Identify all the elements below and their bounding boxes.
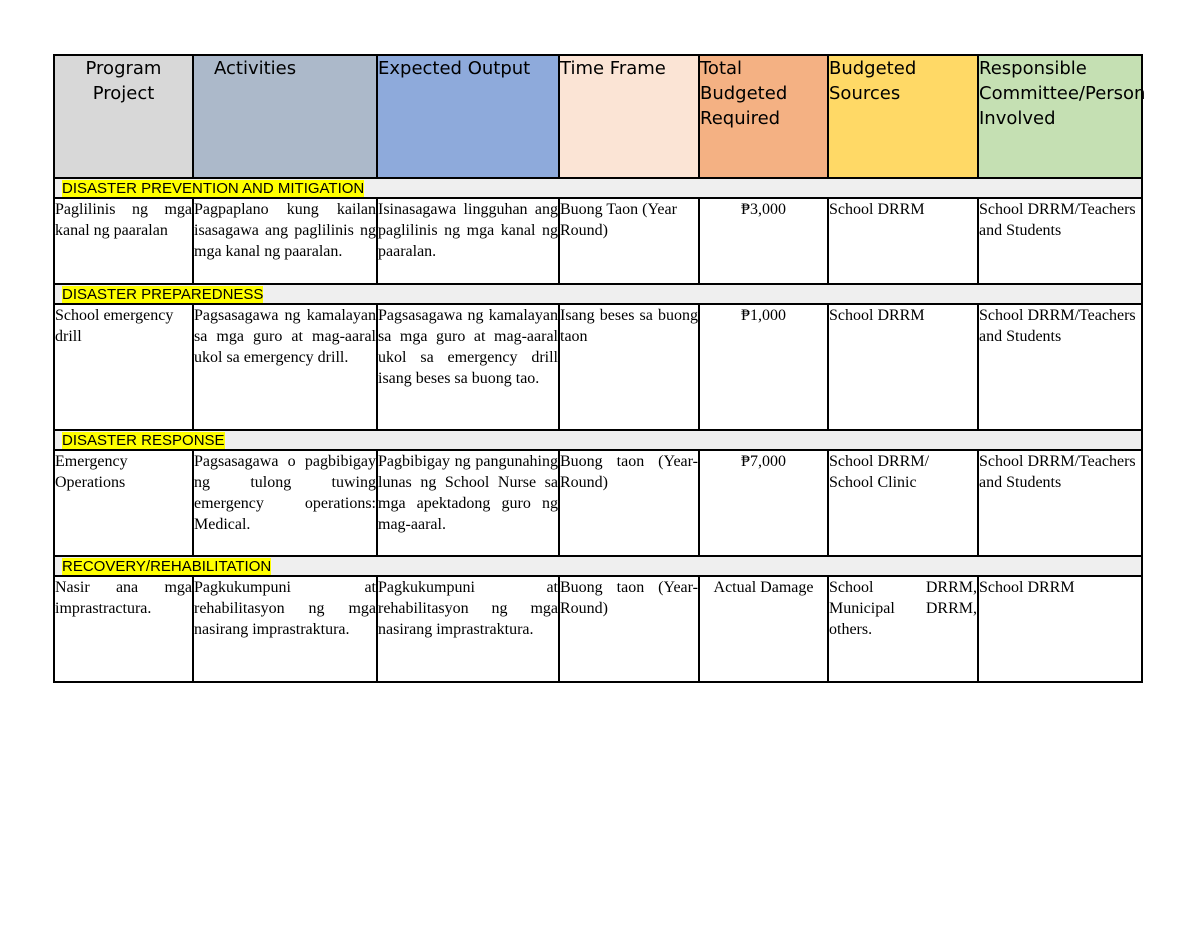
section-header	[54, 556, 1142, 576]
cell-budget: Actual Damage	[699, 576, 828, 682]
header-program-project: Program Project	[54, 55, 193, 178]
cell-activities: Pagsasagawa o pagbibigay ng tulong tuwing emergency operations: Medical.	[193, 450, 377, 556]
cell-timeframe: Isang beses sa buong taon	[559, 304, 699, 430]
cell-budget: ₱1,000	[699, 304, 828, 430]
cell-activities: Pagpaplano kung kailan isasagawa ang paglilinis ng mga kanal ng paaralan.	[193, 198, 377, 284]
cell-budget: ₱7,000	[699, 450, 828, 556]
table-row	[54, 304, 1142, 430]
cell-program: School emergency drill	[54, 304, 193, 430]
cell-timeframe: Buong Taon (Year Round)	[559, 198, 699, 284]
cell-activities: Pagsasagawa ng kamalayan sa mga guro at mag-aaral ukol sa emergency drill.	[193, 304, 377, 430]
header-responsible: Responsible Committee/Person Involved	[978, 55, 1142, 178]
cell-timeframe: Buong taon (Year-Round)	[559, 576, 699, 682]
cell-output: Pagsasagawa ng kamalayan sa mga guro at mag-aaral ukol sa emergency drill isang beses sa buong tao.	[377, 304, 559, 430]
cell-responsible: School DRRM/Teachers and Students	[978, 198, 1142, 284]
header-budgeted-sources: Budgeted Sources	[828, 55, 978, 178]
cell-output: Pagkukumpuni at rehabilitasyon ng mga nasirang imprastraktura.	[377, 576, 559, 682]
cell-output: Isinasagawa lingguhan ang paglilinis ng mga kanal ng paaralan.	[377, 198, 559, 284]
cell-sources: School DRRM/ School Clinic	[828, 450, 978, 556]
cell-sources: School DRRM, Municipal DRRM, others.	[828, 576, 978, 682]
cell-program: Paglilinis ng mga kanal ng paaralan	[54, 198, 193, 284]
cell-program: Emergency Operations	[54, 450, 193, 556]
cell-program: Nasir ana mga imprastractura.	[54, 576, 193, 682]
section-title: RECOVERY/REHABILITATION	[62, 558, 272, 575]
table-row	[54, 576, 1142, 682]
section-title: DISASTER PREVENTION AND MITIGATION	[62, 180, 365, 197]
drrm-plan-table	[53, 54, 1146, 683]
cell-timeframe: Buong taon (Year-Round)	[559, 450, 699, 556]
cell-responsible: School DRRM/Teachers and Students	[978, 450, 1142, 556]
header-activities: Activities	[193, 55, 377, 178]
section-title: DISASTER PREPAREDNESS	[62, 286, 264, 303]
cell-output: Pagbibigay ng pangunahing lunas ng School Nurse sa mga apektadong guro ng mag-aaral.	[377, 450, 559, 556]
section-title: DISASTER RESPONSE	[62, 432, 225, 449]
cell-responsible: School DRRM/Teachers and Students	[978, 304, 1142, 430]
section-header	[54, 178, 1142, 198]
header-total-budget: Total Budgeted Required	[699, 55, 828, 178]
section-header	[54, 430, 1142, 450]
cell-activities: Pagkukumpuni at rehabilitasyon ng mga nasirang imprastraktura.	[193, 576, 377, 682]
header-time-frame: Time Frame	[559, 55, 699, 178]
table-row	[54, 198, 1142, 284]
cell-sources: School DRRM	[828, 198, 978, 284]
header-expected-output: Expected Output	[377, 55, 559, 178]
table-row	[54, 450, 1142, 556]
section-header	[54, 284, 1142, 304]
cell-sources: School DRRM	[828, 304, 978, 430]
cell-budget: ₱3,000	[699, 198, 828, 284]
cell-responsible: School DRRM	[978, 576, 1142, 682]
header-row	[54, 55, 1142, 178]
